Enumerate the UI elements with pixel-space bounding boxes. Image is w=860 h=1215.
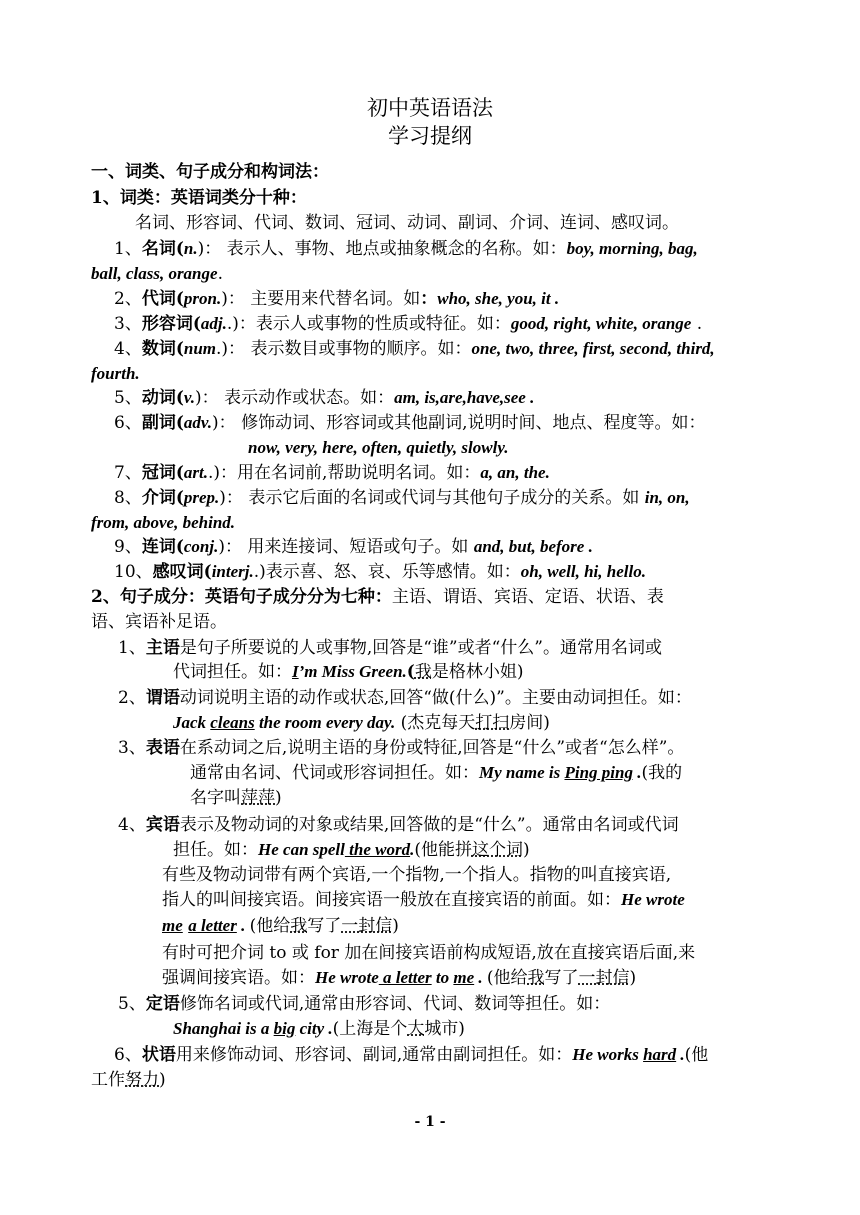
sentence-element-object: 4、宾语表示及物动词的对象或结果,回答做的是“什么”。通常由名词或代词 <box>118 815 679 835</box>
sentence-element-predicative-translation: 名字叫萍萍) <box>190 788 282 808</box>
sentence-element-attributive: 5、定语修饰名词或代词,通常由形容词、代词、数词等担任。如： <box>118 994 611 1014</box>
section-heading: 一、词类、句子成分和构词法： <box>91 162 329 182</box>
page-number: - 1 - <box>414 1114 446 1130</box>
list-item: 1、名词(n.)： 表示人、事物、地点或抽象概念的名称。如：boy, morning, bag, <box>114 239 698 259</box>
object-example: me a letter . (他给我写了一封信) <box>162 916 399 936</box>
sentence-element-subject: 1、主语是句子所要说的人或事物,回答是“谁”或者“什么”。通常用名词或 <box>118 638 662 658</box>
list-item: 3、形容词(adj..)：表示人或事物的性质或特征。如：good, right, white, orange . <box>114 314 703 334</box>
list-item-continuation: ball, class, orange. <box>91 264 223 284</box>
sentence-element-adverbial: 6、状语用来修饰动词、形容词、副词,通常由副词担任。如：He works hard .(他 <box>114 1045 709 1065</box>
sentence-element-subject-example: 代词担任。如：I’m Miss Green.(我是格林小姐) <box>173 662 524 682</box>
sentence-element-predicate-example: Jack cleans the room every day. (杰克每天打扫房间) <box>173 713 550 733</box>
subsection-heading-parts-of-speech: 1、词类：英语词类分十种： <box>91 188 307 208</box>
sentence-element-object-example: 担任。如：He can spell the word.(他能拼这个词) <box>173 840 530 860</box>
object-paragraph: 有些及物动词带有两个宾语,一个指物,一个指人。指物的叫直接宾语, <box>162 865 672 885</box>
list-item: 7、冠词(art..)：用在名词前,帮助说明名词。如：a, an, the. <box>114 463 550 483</box>
list-item: 5、动词(v.)： 表示动作或状态。如：am, is,are,have,see . <box>114 388 535 408</box>
object-example: 强调间接宾语。如：He wrote a letter to me . (他给我写了一封信) <box>162 968 637 988</box>
sentence-element-predicative-example: 通常由名词、代词或形容词担任。如：My name is Ping ping .(我的 <box>190 763 683 783</box>
list-item: 9、连词(conj.)： 用来连接词、短语或句子。如 and, but, before . <box>114 537 593 557</box>
list-item-continuation: now, very, here, often, quietly, slowly. <box>248 438 509 457</box>
list-item-continuation: from, above, behind. <box>91 513 236 532</box>
list-item: 2、代词(pron.)： 主要用来代替名词。如：who, she, you, it . <box>114 289 560 309</box>
object-paragraph: 指人的叫间接宾语。间接宾语一般放在直接宾语的前面。如：He wrote <box>162 890 685 910</box>
sentence-element-attributive-example: Shanghai is a big city .(上海是个大城市) <box>173 1019 465 1039</box>
sentence-element-predicate: 2、谓语动词说明主语的动作或状态,回答“做(什么)”。主要由动词担任。如： <box>118 688 692 708</box>
list-item-continuation: fourth. <box>91 364 140 383</box>
list-item: 8、介词(prep.)： 表示它后面的名词或代词与其他句子成分的关系。如 in, on, <box>114 488 690 508</box>
sentence-element-predicative: 3、表语在系动词之后,说明主语的身份或特征,回答是“什么”或者“怎么样”。 <box>118 738 685 758</box>
subsection-heading-continuation: 语、宾语补足语。 <box>91 612 227 632</box>
sentence-element-adverbial-translation: 工作努力) <box>91 1070 166 1090</box>
object-paragraph: 有时可把介词 to 或 for 加在间接宾语前构成短语,放在直接宾语后面,来 <box>162 943 696 963</box>
subsection-heading-sentence-elements: 2、句子成分：英语句子成分分为七种：主语、谓语、宾语、定语、状语、表 <box>91 587 664 607</box>
parts-of-speech-list: 名词、形容词、代词、数词、冠词、动词、副词、介词、连词、感叹词。 <box>135 213 679 233</box>
document-title: 初中英语语法 <box>367 96 493 120</box>
list-item: 4、数词(num.)： 表示数目或事物的顺序。如：one, two, three, first, second, third, <box>114 339 715 359</box>
document-subtitle: 学习提纲 <box>388 124 472 148</box>
list-item: 10、感叹词(interj..)表示喜、怒、哀、乐等感情。如：oh, well, hi, hello. <box>114 562 646 582</box>
list-item: 6、副词(adv.)： 修饰动词、形容词或其他副词,说明时间、地点、程度等。如： <box>114 413 706 433</box>
